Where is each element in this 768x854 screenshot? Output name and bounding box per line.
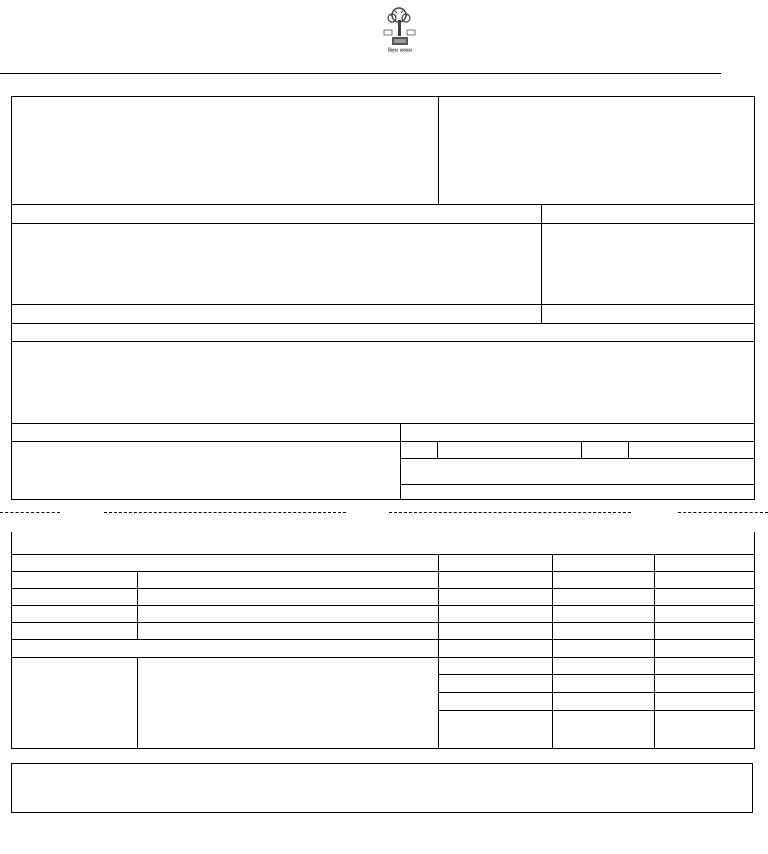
table-row-line xyxy=(11,622,755,623)
table-row-line xyxy=(11,554,755,555)
table-row-line xyxy=(11,605,755,606)
form-row-line xyxy=(11,423,755,424)
cut-line-segment xyxy=(389,512,631,513)
top-row-divider xyxy=(438,96,439,205)
form-row-line xyxy=(11,323,755,324)
table-col-line xyxy=(137,657,138,749)
table-row-line xyxy=(438,692,755,693)
cut-line-segment xyxy=(678,512,768,513)
table-col-line xyxy=(438,554,439,749)
bottom-block-divider xyxy=(400,423,401,500)
form-row-line xyxy=(11,441,755,442)
small-cell-divider xyxy=(437,441,438,459)
form-row-line xyxy=(11,204,755,205)
emblem-caption: बिहार सरकार xyxy=(387,48,413,54)
table-row-line xyxy=(11,639,755,640)
form-row-line xyxy=(400,484,755,485)
table-row-line xyxy=(11,588,755,589)
table-row-line xyxy=(438,674,755,675)
table-col-line xyxy=(552,554,553,749)
form-row-line xyxy=(11,341,755,342)
table-col-line xyxy=(654,554,655,749)
header-divider xyxy=(0,73,721,74)
lower-table xyxy=(11,532,755,749)
table-row-line xyxy=(438,710,755,711)
cut-line-segment xyxy=(0,512,60,513)
form-row-line xyxy=(11,304,755,305)
cut-line-segment xyxy=(104,512,346,513)
small-cell-divider xyxy=(628,441,629,459)
table-row-line xyxy=(11,571,755,572)
table-row-line xyxy=(11,657,755,658)
table-col-line xyxy=(137,571,138,639)
form-row-line xyxy=(11,223,755,224)
second-block-divider xyxy=(541,204,542,324)
small-cell-divider xyxy=(581,441,582,459)
remarks-box xyxy=(11,763,753,813)
form-row-line xyxy=(400,458,755,459)
upper-form xyxy=(11,96,755,500)
